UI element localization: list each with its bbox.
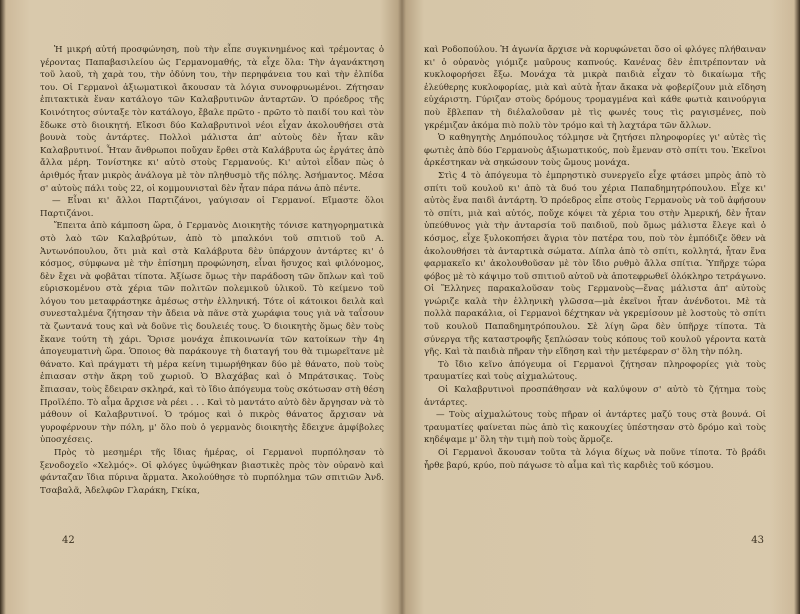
paragraph: Ἡ μικρή αὐτή προσφώνηση, ποὺ τὴν εἶπε συγκινημένος καὶ τρέμοντας ὁ γέροντας Παπαβασιλείου ὡς Γερμανομαθής, τὰ εἶχε ὅλα: Τὴν ἀγανάκτηση τοῦ λαοῦ, τὴ χαρὰ του, τὴν ὀδύνη του, τὴν περηφάνεια του καὶ τὴν ἐλπίδα του. Οἱ Γερμανοὶ ἀξιωματικοὶ ἄκουσαν τὰ λόγια συνοφρυωμένοι. Ζήτησαν ἐπιτακτικὰ ἕναν κατάλογο τῶν Καλαβρυτινῶν ἀνταρτῶν. Ὁ πρόεδρος τῆς Κοινότητος σύνταξε τὸν κατάλογο, ἔβαλε πρῶτο - πρῶτο τὸ παιδί του καὶ τὸν ἔδωκε στὸ διοικητή. Εἴκοσι δύο Καλαβρυτινοὶ νέοι εἶχαν ἀκολουθήσει στὰ βουνὰ τοὺς ἀντάρτες. Πολλοὶ μάλιστα ἀπ' αὐτοὺς δὲν ἦταν κἂν Καλαβρυτινοί. Ἦταν ἄνθρωποι ποὔχαν ἔρθει στὰ Καλάβρυτα ὡς ἐργάτες ἀπὸ ἄλλα μέρη. Τονίστηκε κι' αὐτὸ στοὺς Γερμανούς. Κι' αὐτοὶ εἶδαν πὼς ὁ ἀριθμός ἦταν μικρὸς ἀνάλογα μὲ τὸν πληθυσμὸ τῆς πόλης. Ἀσήμαντος. Μέσα σ' αὐτοὺς πάλι τοὺς 22, οἱ κομμουνισταὶ δὲν ἦταν πάρα πάνω ἀπὸ πέντε.: [40, 45, 384, 194]
right-page: [400, 0, 800, 614]
paragraph: Στὶς 4 τὸ ἀπόγευμα τὸ ἐμπρηστικὸ συνεργεῖο εἶχε φτάσει μπρὸς ἀπὸ τὸ σπίτι τοῦ κουλοῦ κι' ἀπὸ τὰ δυό του χέρια Παπαδημητρόπουλου. Εἶχε κι' αὐτὸς ἕνα παιδὶ ἀντάρτη. Ὁ πρόεδρος εἶπε στοὺς Γερμανοὺς νὰ τοῦ ἀφήσουν τὸ σπίτι, μιὰ καὶ αὐτός, ποὔχε κόψει τὰ χέρια του στὴν Ἀμερική, δὲν ἦταν ὑπεύθυνος γιὰ τὴν ἀνταρσία τοῦ παιδιοῦ, ποὺ ὅμως μάλιστα ἔλεγε καὶ ὁ κόσμος, εἶχε ξυλοκοπήσει ἄγρια τὸν πατέρα του, ποὺ τὸν ἐμπόδιζε ὅθεν νὰ ἀκολουθήσει τὰ ἀνταρτικὰ σώματα. Δίπλα ἀπὸ τὸ σπίτι, κολλητά, ἦταν ἕνα φαρμακεῖο κι' ἀκολουθοῦσαν μὲ τὸν ἴδιο ρυθμὸ ἄλλα σπίτια. Ὑπῆρχε τώρα φόβος μὲ τὸ κάψιμο τοῦ σπιτιοῦ αὐτοῦ νὰ ἀποτεφρωθεῖ ὁλόκληρο τετράγωνο. Οἱ Ἕλληνες παρακαλοῦσαν τοὺς Γερμανοὺς—ἕνας μάλιστα ἀπ' αὐτοὺς γνώριζε καλὰ τὴν ἑλληνικὴ γλῶσσα—μὰ ἐκεῖνοι ἦταν ἀνένδοτοι. Μὲ τὰ πολλὰ παρακάλια, οἱ Γερμανοὶ δέχτηκαν νὰ γκρεμίσουν μὲ λοστοὺς τὸ σπίτι τοῦ κουλοῦ Παπαδημητρόπουλου. Σὲ λίγη ὥρα δὲν ὑπῆρχε τίποτα. Τὰ σύνεργα τῆς καταστροφῆς ξεπλώσαν τοὺς κόπους τοῦ κουλοῦ γέροντα κατὰ γῆς. Καὶ τὰ παιδιὰ πῆραν τὴν εἴδηση καὶ τὴν μετέφεραν σ' ὅλη τὴν πόλη.: [424, 170, 766, 358]
paragraph: Ἔπειτα ἀπὸ κάμποση ὥρα, ὁ Γερμανὸς Διοικητὴς τόνισε κατηγορηματικὰ στὸ λαὸ τῶν Καλαβρύτων, ἀπὸ τὸ μπαλκόνι τοῦ σπιτιοῦ τοῦ Α. Ἀντωνόπουλου, ὅτι μιὰ καὶ στὰ Καλάβρυτα δὲν ὑπάρχουν ἀντάρτες κι' ὁ κόσμος, σύμφωνα μὲ τὴν ἐπίσημη προφώνηση, εἶναι ἥσυχος καὶ φιλόνομος, δὲν ἔχει νὰ φοβᾶται τίποτα. Ἀξίωσε ὅμως τὴν παράδοση τῶν ὅπλων καὶ τοῦ εὑρισκομένου στὰ χέρια τῶν πολιτῶν πολεμικοῦ ὑλικοῦ. Τὸ κείμενο τοῦ λόγου του μεταφράστηκε ἀμέσως στὴν ἑλληνική. Τότε οἱ κάτοικοι δειλὰ καὶ συνεσταλμένα ζήτησαν τὴν ἄδεια νὰ πᾶνε στὰ χωράφια τους γιὰ νὰ ταΐσουν τὰ ζωντανά τους καὶ νὰ δοῦνε τὶς δουλειές τους. Ὁ διοικητὴς ὅμως δὲν τοὺς ἔκανε τούτη τὴ χάρι. Ὅρισε μονάχα ἐπικοινωνία τῶν κατοίκων τὴν 4η ἀπογευματινὴ ὥρα. Ὁποιος θὰ παράκουγε τὴ διαταγή του θὰ τιμωρεῖτανε μὲ θάνατο. Καὶ πράγματι τὴ μέρα κείνη τιμωρήθηκαν δύο μὲ θάνατο, ποὺ τοὺς ἐπιασαν στὴν ἄκρη τοῦ χωριοῦ. Ὁ Βλαχάβας καὶ ὁ Μπράτσικας. Τοὺς ἔπιασαν, τοὺς ἔδειραν σκληρά, καὶ τὸ ἴδιο ἀπόγευμα τοὺς σκότωσαν στὴ θέση Προϊλέπο. Τὸ αἷμα ἄρχισε νὰ ρέει . . . Καὶ τὸ μαντάτο αὐτὸ δὲν ἄργησαν νὰ τὸ μάθουν οἱ Καλαβρυτινοί. Ὁ τρόμος καὶ ὁ πικρὸς θάνατος ἄρχισαν νὰ γυροφέρνουν τὴν πόλη, μ' ὅλο ποὺ ὁ γερμανὸς διοικητὴς ἔδειχνε ἀμφίβολες ὑποσχέσεις.: [40, 221, 385, 446]
paragraph: Ὁ καθηγητὴς Δημόπουλος τόλμησε νὰ ζητήσει πληροφορίες γι' αὐτὲς τὶς φωτιὲς ἀπὸ δύο Γερμανοὺς ἀξιωματικούς, ποὺ ἔμεναν στὸ σπίτι του. Ἐκεῖνοι ἀρκέστηκαν νὰ σηκώσουν τοὺς ὤμους μονάχα.: [424, 133, 766, 169]
paragraph: καὶ Ροδοπούλου. Ἡ ἀγωνία ἄρχισε νὰ κορυφώνεται ὅσο οἱ φλόγες πλήθαιναν κι' ὁ οὐρανὸς γιόμιζε μαῦρους καπνούς. Κανένας δὲν ἐπιτρέπονταν νὰ κυκλοφορήσει ἔξω. Μονάχα τὰ μικρὰ παιδιὰ εἶχαν τὸ δικαίωμα τῆς ἐλεύθερης κυκλοφορίας, μιὰ καὶ αὐτὰ ἦταν ἄκακα νὰ φοβερίζουν μιὰ εἴδηση εὐχάριστη. Γύριζαν στοὺς δρόμους τρομαγμένα καὶ κάθε φωτιὰ καινούργια ποὺ ἔβλεπαν τὴ διέλαλοῦσαν μὲ τὶς φωνές τους τὶς ραγισμένες, ποὺ γκρέμιζαν ἀκόμα πιὸ πολὺ τὸν τρόμο καὶ τὴ λαχτάρα τῶν ἄλλων.: [424, 45, 766, 131]
paragraph: Τὸ ἴδιο κεῖνο ἀπόγευμα οἱ Γερμανοὶ ζήτησαν πληροφορίες γιὰ τοὺς τραυματίες καὶ τοὺς αἰχμαλώτους.: [424, 359, 766, 383]
left-page-text: [40, 44, 384, 497]
paragraph: Οἱ Καλαβρυτινοὶ προσπάθησαν νὰ καλύψουν σ' αὐτὸ τὸ ζήτημα τοὺς ἀντάρτες.: [424, 385, 766, 408]
page-number: 42: [62, 535, 75, 546]
right-page-text: [424, 44, 766, 472]
paragraph: — Τοὺς αἰχμαλώτους τοὺς πῆραν οἱ ἀντάρτες μαζύ τους στὰ βουνά. Οἱ τραυματίες φαίνεται πὼς ἀπὸ τὶς κακουχίες ὑπέστησαν στὸ δρόμο καὶ τοὺς κηδέψαμε μ' ὅλη τὴν τιμὴ ποὺ τοὺς ἅρμοζε.: [424, 410, 766, 446]
page-number: 43: [751, 535, 764, 546]
paragraph: — Εἶναι κι' ἄλλοι Παρτιζάνοι, γαύγισαν οἱ Γερμανοί. Εἴμαστε ὅλοι Παρτιζάνοι.: [40, 196, 384, 219]
paragraph: Οἱ Γερμανοὶ ἄκουσαν τοῦτα τὰ λόγια δίχως νὰ ποῦνε τίποτα. Τὸ βράδι ἦρθε βαρύ, κρύο, ποὺ πάγωσε τὸ αἷμα καὶ τὶς καρδιὲς τοῦ κόσμου.: [424, 448, 766, 471]
paragraph: Πρὸς τὸ μεσημέρι τῆς ἴδιας ἡμέρας, οἱ Γερμανοὶ πυρπόλησαν τὸ ξενοδοχεῖο «Χελμός». Οἱ φλόγες ὑψώθηκαν βιαστικὲς πρὸς τὸν οὐρανὸ καὶ φάνταζαν ἴδια πύρινα ἅρματα. Ἀκολούθησε τὸ πυρπόλημα τῶν σπιτιῶν Ἀνδ. Τσαβαλᾶ, Ἀδελφῶν Γλαράκη, Γκίκα,: [40, 448, 384, 496]
